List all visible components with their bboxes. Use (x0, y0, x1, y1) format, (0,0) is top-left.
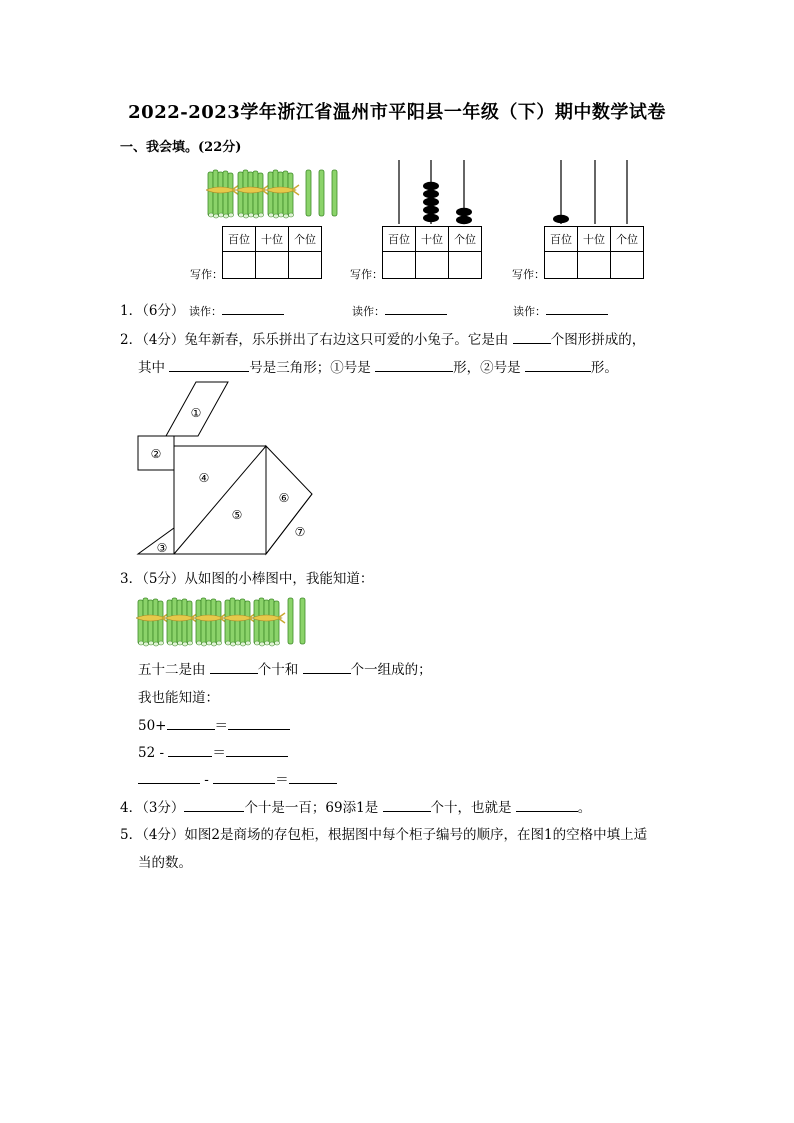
q2-text: 个图形拼成的， (550, 332, 646, 348)
answer-cell[interactable] (545, 252, 578, 279)
shape-label-7: ⑦ (294, 525, 306, 539)
col-ones: 个位 (449, 227, 482, 252)
q3-line1: 3．（5分）从如图的小棒图中，我能知道： (120, 571, 374, 587)
q3-line5 (138, 741, 288, 761)
q3-blank-subtrahend[interactable] (213, 769, 275, 784)
read-field-3 (513, 300, 608, 319)
q3-text: ＝ (212, 745, 226, 761)
col-hundreds: 百位 (223, 227, 256, 252)
read-label: 读作： (189, 305, 222, 318)
q2-line1 (120, 328, 645, 348)
q2-blank-count[interactable] (513, 329, 551, 344)
write-label-3: 写作： (512, 268, 545, 281)
q3-line6 (138, 768, 337, 788)
place-value-table-2 (382, 226, 482, 279)
q3-text: 五十二是由 (138, 662, 210, 678)
write-label-2: 写作： (350, 268, 383, 281)
q5-line2: 当的数。 (138, 855, 192, 871)
col-tens: 十位 (416, 227, 449, 252)
shape-label-6: ⑥ (278, 491, 290, 505)
answer-cell[interactable] (611, 252, 644, 279)
q4-blank-1[interactable] (184, 797, 244, 812)
q4-line (120, 796, 591, 816)
q3-blank-sub[interactable] (168, 742, 212, 757)
col-hundreds: 百位 (383, 227, 416, 252)
q3-line4 (138, 714, 290, 734)
q3-text: ＝ (214, 718, 228, 734)
read-field-1 (189, 300, 284, 319)
q3-line2 (138, 658, 432, 678)
read-field-2 (352, 300, 447, 319)
place-value-table-1 (222, 226, 322, 279)
answer-cell[interactable] (223, 252, 256, 279)
read-blank-2[interactable] (385, 300, 447, 315)
q3-text: 52 - (138, 745, 169, 761)
shape-label-5: ⑤ (231, 508, 243, 522)
q3-text: 个十和 (257, 662, 303, 678)
page-title: 2022-2023学年浙江省温州市平阳县一年级（下）期中数学试卷 (128, 102, 666, 123)
q5-line1: 5．（4分）如图2是商场的存包柜，根据图中每个柜子编号的顺序，在图1的空格中填上适 (120, 827, 648, 843)
q4-text: 个十是一百；69添1是 (244, 800, 383, 816)
answer-cell[interactable] (578, 252, 611, 279)
q3-blank-sub-result[interactable] (226, 742, 288, 757)
q2-blank-triangles[interactable] (169, 357, 249, 372)
q4-text: 4．（3分） (120, 800, 185, 816)
q3-blank-minuend[interactable] (138, 769, 200, 784)
q4-blank-2[interactable] (383, 797, 431, 812)
answer-cell[interactable] (449, 252, 482, 279)
q3-blank-tens[interactable] (210, 659, 258, 674)
col-hundreds: 百位 (545, 227, 578, 252)
abacus-figure-2 (383, 158, 483, 226)
shape-label-4: ④ (198, 471, 210, 485)
rabbit-tangram-figure (136, 378, 320, 560)
shape-label-3: ③ (156, 541, 168, 555)
q2-text: 形。 (590, 360, 618, 376)
answer-cell[interactable] (289, 252, 322, 279)
q3-blank-add-result[interactable] (228, 715, 290, 730)
col-tens: 十位 (578, 227, 611, 252)
q2-blank-shape1[interactable] (375, 357, 453, 372)
abacus-figure-3 (545, 158, 645, 226)
answer-cell[interactable] (256, 252, 289, 279)
answer-cell[interactable] (383, 252, 416, 279)
stick-bundles-figure-1 (206, 166, 346, 222)
q3-text: 50+ (138, 718, 167, 734)
answer-cell[interactable] (416, 252, 449, 279)
col-ones: 个位 (611, 227, 644, 252)
q2-line2 (138, 356, 618, 376)
section-heading: 一、我会填。(22分) (120, 140, 242, 155)
read-blank-3[interactable] (546, 300, 608, 315)
stick-bundles-figure-q3 (136, 594, 316, 648)
q3-blank-add[interactable] (167, 715, 215, 730)
q1-number: 1．（6分） (120, 303, 185, 319)
place-value-table-3 (544, 226, 644, 279)
read-label: 读作： (352, 305, 385, 318)
q2-blank-shape2[interactable] (525, 357, 591, 372)
read-blank-1[interactable] (222, 300, 284, 315)
q4-text: 。 (577, 800, 592, 816)
shape-label-1: ① (190, 406, 202, 420)
q2-text: 形，②号是 (453, 360, 525, 376)
q3-blank-difference[interactable] (289, 769, 337, 784)
q2-text: 号是三角形；①号是 (249, 360, 376, 376)
q3-text: ＝ (275, 772, 289, 788)
q4-blank-3[interactable] (516, 797, 578, 812)
q3-text: 个一组成的； (350, 662, 432, 678)
q3-line3: 我也能知道： (138, 690, 219, 706)
col-ones: 个位 (289, 227, 322, 252)
shape-label-2: ② (150, 447, 162, 461)
q2-text: 2．（4分）兔年新春，乐乐拼出了右边这只可爱的小兔子。它是由 (120, 332, 513, 348)
read-label: 读作： (513, 305, 546, 318)
write-label-1: 写作： (190, 268, 223, 281)
q2-text: 其中 (138, 360, 170, 376)
q3-blank-ones[interactable] (303, 659, 351, 674)
q4-text: 个十，也就是 (430, 800, 516, 816)
col-tens: 十位 (256, 227, 289, 252)
q3-text: - (200, 772, 214, 788)
